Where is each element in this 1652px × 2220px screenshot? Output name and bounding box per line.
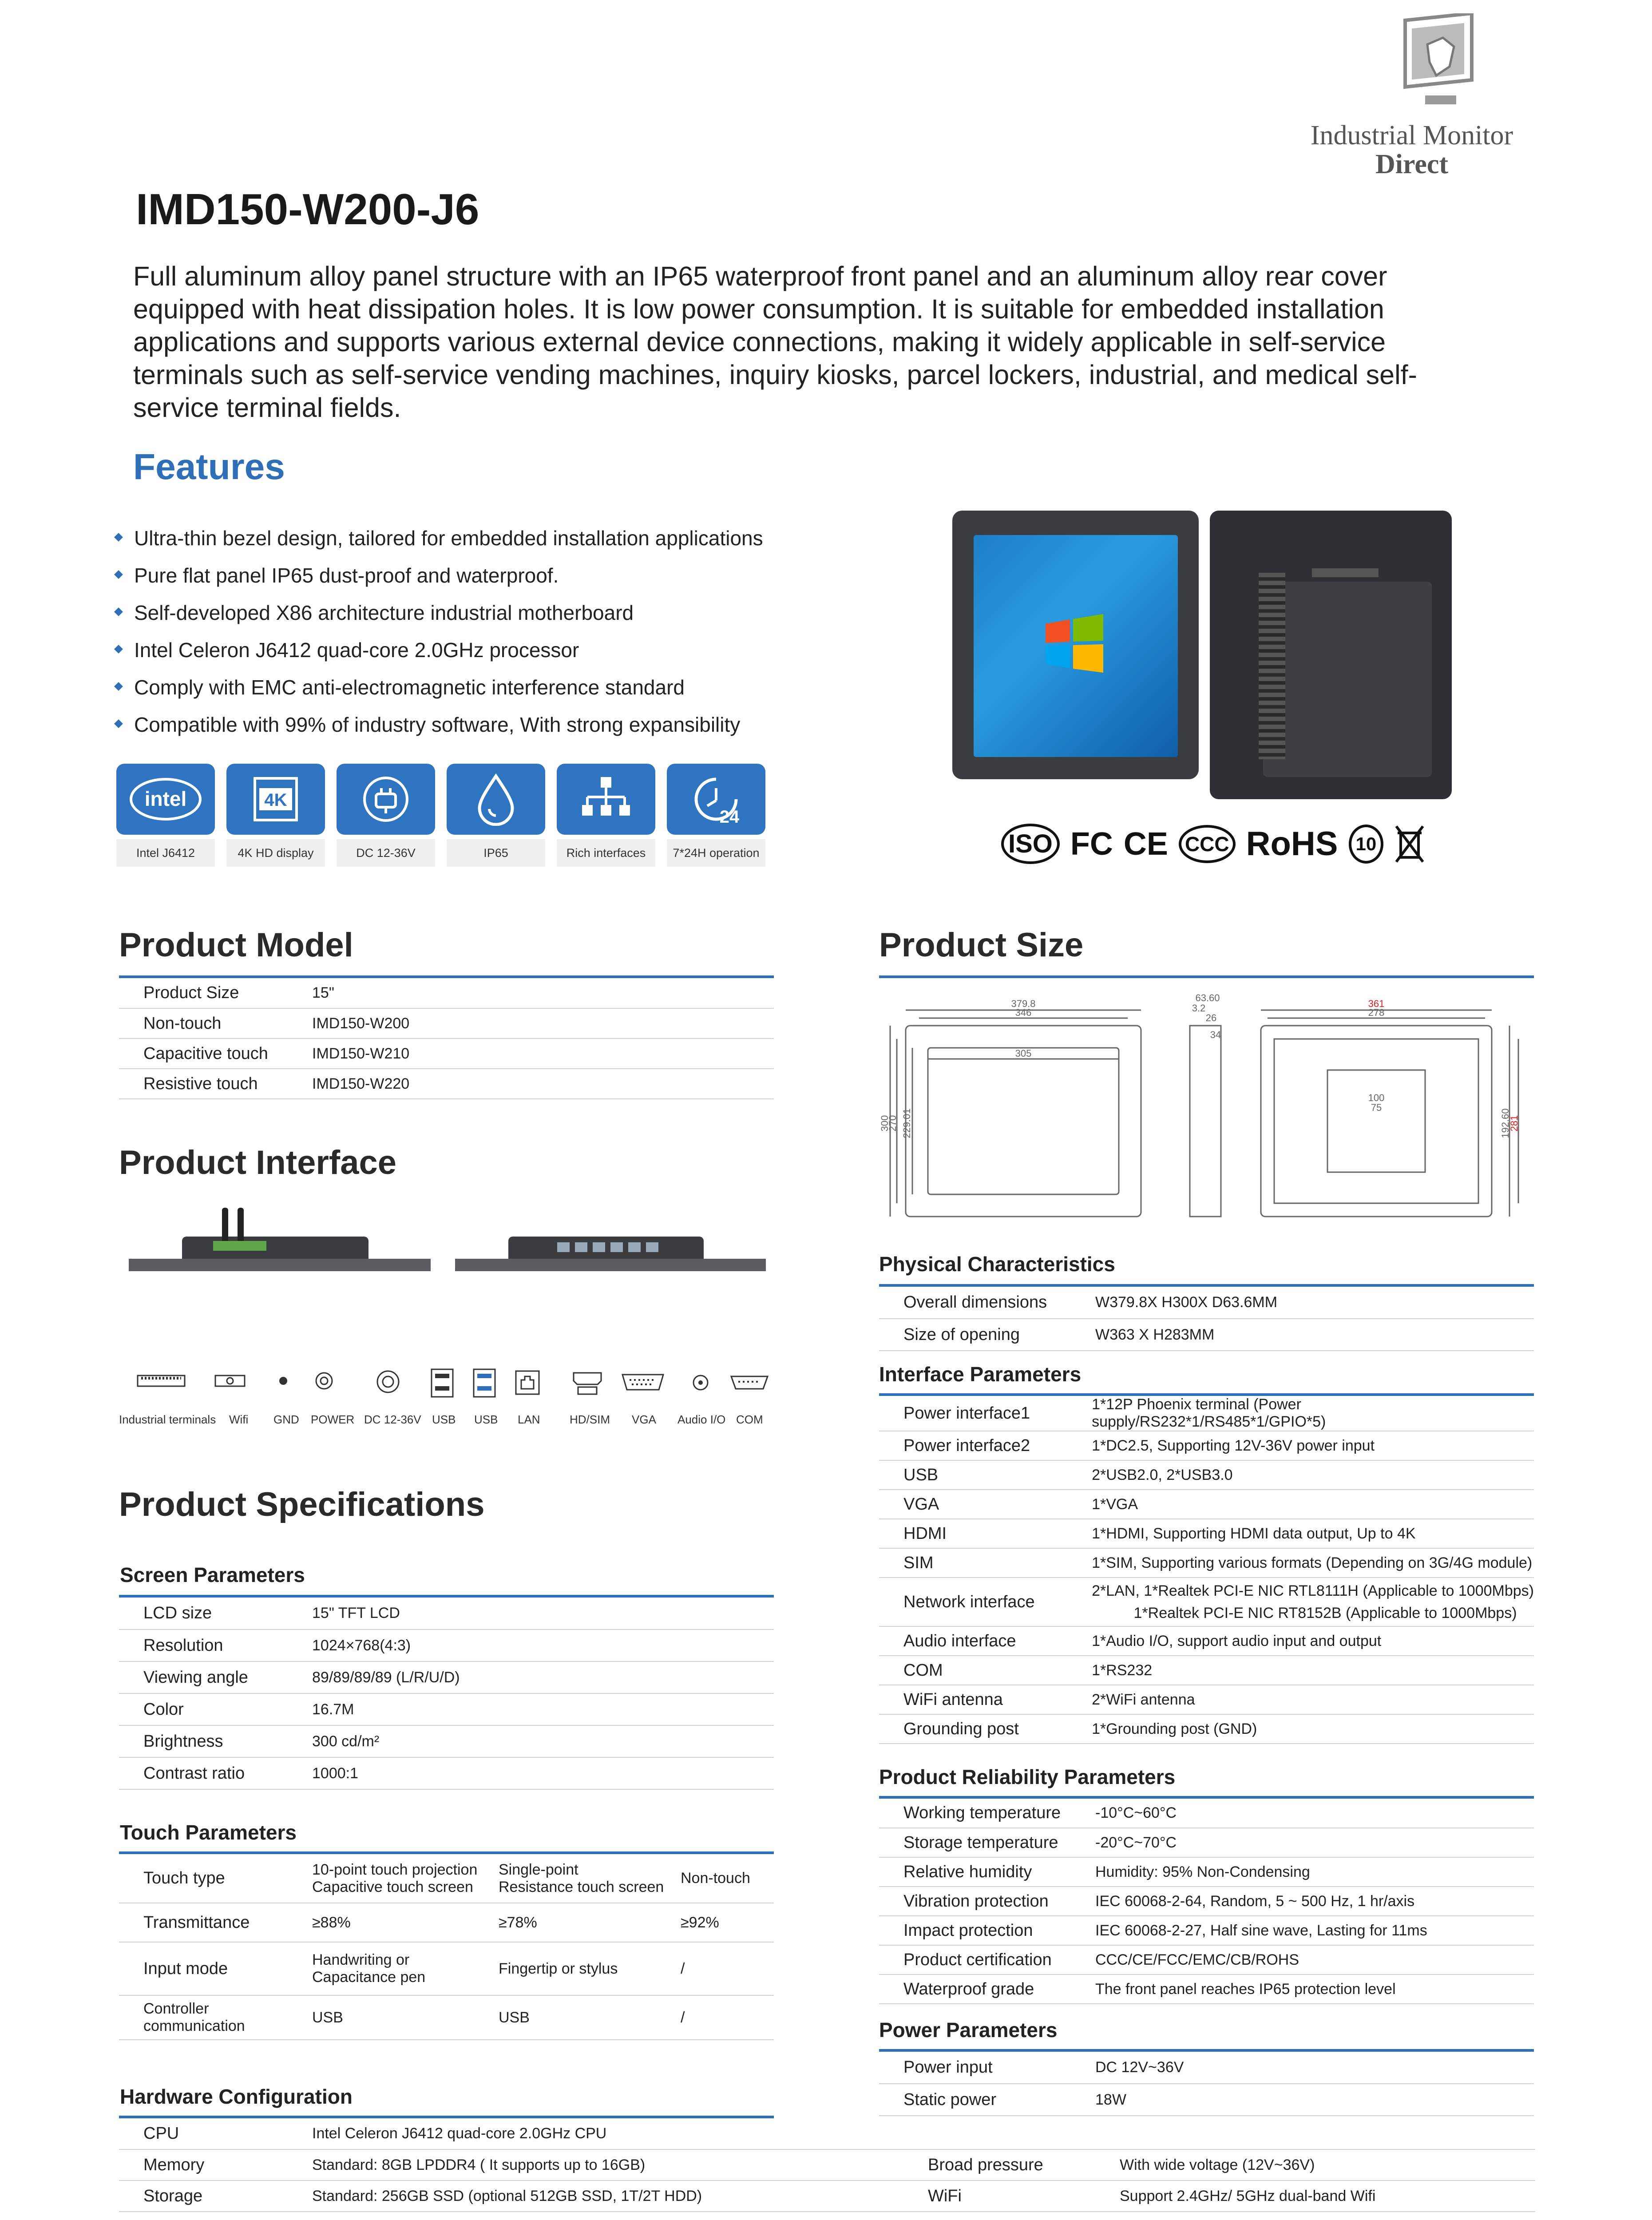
svg-text:34: 34 [1210, 1029, 1221, 1040]
table-row: Non-touch IMD150-W200 [119, 1008, 774, 1039]
feature-tile-ip65 [447, 764, 545, 870]
product-photo-front [952, 511, 1199, 779]
bullet-icon [114, 570, 123, 579]
table-row: Relative humidity Humidity: 95% Non-Condensing [879, 1857, 1534, 1887]
svg-text:192.60: 192.60 [1500, 1108, 1511, 1138]
table-row: Viewing angle 89/89/89/89 (L/R/U/D) [119, 1661, 774, 1693]
svg-text:300: 300 [879, 1115, 890, 1132]
screen-params-heading: Screen Parameters [120, 1563, 305, 1586]
table-row: Product Size 15" [119, 978, 774, 1008]
power-button-icon [314, 1371, 334, 1391]
table-row: Brightness 300 cd/m² [119, 1725, 774, 1757]
list-item: Pure flat panel IP65 dust-proof and waterproof. [115, 557, 763, 594]
svg-text:4K: 4K [264, 790, 287, 810]
table-row: HDMI 1*HDMI, Supporting HDMI data output, Up to 4K [879, 1519, 1534, 1548]
divider [879, 975, 1534, 978]
dimension-drawing [879, 990, 1534, 1239]
intel-logo-icon [128, 775, 203, 824]
4k-icon [251, 775, 300, 824]
weee-bin-icon [1394, 824, 1425, 864]
feature-tile-dc [337, 764, 435, 870]
hdmi-sim-icon [572, 1369, 603, 1396]
gnd-post-icon [275, 1373, 291, 1389]
vga-port-icon [621, 1372, 665, 1392]
bullet-icon [114, 533, 123, 542]
table-row: Impact protection IEC 60068-2-27, Half sine wave, Lasting for 11ms [879, 1916, 1534, 1945]
table-row: Power interface2 1*DC2.5, Supporting 12V-36V power input [879, 1431, 1534, 1460]
product-model-table [119, 978, 774, 1099]
table-row: Color 16.7M [119, 1693, 774, 1725]
power-params-heading: Power Parameters [879, 2018, 1058, 2042]
features-list [115, 519, 763, 743]
physical-heading: Physical Characteristics [879, 1253, 1115, 1276]
svg-text:305: 305 [1015, 1048, 1032, 1059]
port-label: COM [736, 1413, 763, 1426]
table-row: Size of opening W363 X H283MM [879, 1319, 1534, 1351]
table-row: LCD size 15" TFT LCD [119, 1598, 774, 1629]
feature-tile-4k [226, 764, 325, 870]
table-row: Waterproof grade The front panel reaches IP65 protection level [879, 1974, 1534, 2004]
svg-text:281: 281 [1509, 1115, 1520, 1132]
interface-port-icons [119, 1368, 785, 1430]
table-row: Vibration protection IEC 60068-2-64, Random, 5 ~ 500 Hz, 1 hr/axis [879, 1887, 1534, 1916]
svg-text:24: 24 [719, 807, 740, 827]
svg-text:270: 270 [887, 1115, 898, 1132]
table-row: Transmittance ≥88% ≥78% ≥92% [119, 1903, 774, 1942]
list-item: Ultra-thin bezel design, tailored for embedded installation applications [115, 519, 763, 557]
svg-text:346: 346 [1015, 1007, 1032, 1018]
feature-tile-intel [116, 764, 215, 870]
port-label: LAN [518, 1413, 540, 1426]
product-specs-heading: Product Specifications [119, 1486, 485, 1523]
table-row: Storage temperature -20°C~70°C [879, 1828, 1534, 1857]
feature-icon-row [116, 764, 765, 870]
brand-logo [1288, 13, 1536, 182]
screen-params-table [119, 1598, 774, 1790]
interface-photo-left [129, 1234, 431, 1272]
port-label: DC 12-36V [364, 1413, 421, 1426]
product-model-heading: Product Model [119, 926, 353, 964]
dc-jack-icon [376, 1369, 400, 1394]
table-row: Input mode Handwriting or Capacitance pen Fingertip or stylus / [119, 1942, 774, 1995]
table-row: Memory Standard: 8GB LPDDR4 ( It supports up to 16GB) Broad pressure With wide voltage (12V~36V) [119, 2149, 1535, 2180]
table-row [119, 2212, 1535, 2220]
svg-text:75: 75 [1371, 1102, 1382, 1113]
product-size-heading: Product Size [879, 926, 1084, 964]
fcc-icon: FC [1070, 826, 1113, 862]
brand-line2: Direct [1375, 149, 1449, 179]
brand-line1: Industrial Monitor [1310, 120, 1513, 151]
terminal-block-icon [137, 1372, 186, 1390]
list-item: Intel Celeron J6412 quad-core 2.0GHz processor [115, 631, 763, 669]
table-row: Static power 18W [879, 2084, 1534, 2116]
com-port-icon [729, 1374, 769, 1391]
page-title: IMD150-W200-J6 [136, 185, 479, 234]
monitor-shield-icon [1387, 13, 1476, 115]
svg-text:26: 26 [1205, 1012, 1217, 1023]
port-label: Audio I/O [677, 1413, 726, 1426]
usb3-port-icon [472, 1368, 497, 1399]
list-item: Self-developed X86 architecture industrial motherboard [115, 594, 763, 631]
list-item: Comply with EMC anti-electromagnetic interference standard [115, 669, 763, 706]
ccc-icon: CCC [1179, 825, 1236, 863]
feature-tile-label: Intel J6412 [116, 839, 215, 867]
iso-icon: ISO [1001, 824, 1060, 864]
efup-10-icon: 10 [1349, 825, 1384, 864]
table-row: Power input DC 12V~36V [879, 2052, 1534, 2084]
list-item: Compatible with 99% of industry software, With strong expansibility [115, 706, 763, 743]
table-row: VGA 1*VGA [879, 1490, 1534, 1519]
usb-port-icon [430, 1368, 455, 1399]
table-row: WiFi antenna 2*WiFi antenna [879, 1685, 1534, 1714]
svg-text:100: 100 [1368, 1092, 1385, 1103]
table-row: Touch type 10-point touch projection Capacitive touch screen Single-point Resistance touch screen Non-touch [119, 1854, 774, 1903]
port-label: Industrial terminals [119, 1413, 216, 1426]
clock-24-icon [687, 770, 745, 828]
power-params-table [879, 2052, 1534, 2116]
lan-port-icon [514, 1369, 541, 1396]
interface-params-table [879, 1396, 1534, 1744]
svg-text:361: 361 [1368, 998, 1385, 1009]
certification-marks [1001, 824, 1425, 864]
svg-text:278: 278 [1368, 1007, 1385, 1018]
table-row: Resistive touch IMD150-W220 [119, 1069, 774, 1099]
water-drop-icon [471, 773, 520, 826]
feature-tile-label: Rich interfaces [557, 839, 655, 867]
feature-tile-interfaces [557, 764, 655, 870]
table-row: Power interface1 1*12P Phoenix terminal (Power supply/RS232*1/RS485*1/GPIO*5) [879, 1396, 1534, 1431]
hardware-config-heading: Hardware Configuration [120, 2085, 353, 2108]
table-row: Controller communication USB USB / [119, 1995, 774, 2040]
bullet-icon [114, 682, 123, 691]
bullet-icon [114, 607, 123, 616]
interface-photo-right [455, 1234, 766, 1272]
audio-jack-icon [692, 1374, 709, 1391]
svg-text:379.8: 379.8 [1011, 998, 1036, 1009]
table-row: Product certification CCC/CE/FCC/EMC/CB/ROHS [879, 1945, 1534, 1974]
table-row: Overall dimensions W379.8X H300X D63.6MM [879, 1287, 1534, 1319]
table-row: Storage Standard: 256GB SSD (optional 512GB SSD, 1T/2T HDD) WiFi Support 2.4GHz/ 5GHz dual-band Wifi [119, 2180, 1535, 2212]
table-row: Contrast ratio 1000:1 [119, 1757, 774, 1789]
table-row: Grounding post 1*Grounding post (GND) [879, 1714, 1534, 1744]
reliability-heading: Product Reliability Parameters [879, 1765, 1176, 1788]
feature-tile-label: IP65 [447, 839, 545, 867]
table-row: Audio interface 1*Audio I/O, support audio input and output [879, 1626, 1534, 1656]
feature-tile-label: 4K HD display [226, 839, 325, 867]
svg-text:3.2: 3.2 [1192, 1003, 1206, 1014]
wifi-antenna-icon [214, 1373, 246, 1389]
table-row: COM 1*RS232 [879, 1656, 1534, 1685]
bullet-icon [114, 645, 123, 654]
touch-params-table [119, 1854, 774, 2040]
feature-tile-label: DC 12-36V [337, 839, 435, 867]
table-row: USB 2*USB2.0, 2*USB3.0 [879, 1460, 1534, 1490]
ce-icon: CE [1123, 826, 1168, 862]
svg-text:63.60: 63.60 [1195, 992, 1220, 1003]
port-label: USB [474, 1413, 498, 1426]
network-tree-icon [579, 775, 633, 824]
port-label: USB [432, 1413, 456, 1426]
table-row: Capacitive touch IMD150-W210 [119, 1039, 774, 1069]
svg-text:229.01: 229.01 [901, 1108, 912, 1138]
svg-text:intel: intel [144, 787, 187, 810]
power-plug-icon [359, 773, 412, 826]
rohs-icon: RoHS [1246, 825, 1338, 863]
port-label: Wifi [229, 1413, 249, 1426]
intro-paragraph: Full aluminum alloy panel structure with an IP65 waterproof front panel and an aluminum alloy rear cover equipped with heat dissipation holes. It is low power consumption. It is suitable for embedded installation applications and supports various external device connections, making it widely applicable in self-service terminals such as self-service vending machines, inquiry kiosks, parcel lockers, industrial, and medical self-service terminal fields. [133, 261, 1417, 423]
product-photo-back [1210, 511, 1452, 799]
feature-tile-label: 7*24H operation [667, 839, 765, 867]
port-label: POWER [311, 1413, 355, 1426]
windows-logo-icon [1041, 613, 1108, 675]
product-interface-heading: Product Interface [119, 1144, 397, 1181]
hardware-config-table [119, 2118, 1535, 2220]
reliability-table [879, 1799, 1534, 2004]
interface-params-heading: Interface Parameters [879, 1363, 1082, 1386]
physical-table [879, 1287, 1534, 1351]
port-label: HD/SIM [570, 1413, 610, 1426]
touch-params-heading: Touch Parameters [120, 1821, 297, 1844]
bullet-icon [114, 719, 123, 728]
table-row: Network interface 2*LAN, 1*Realtek PCI-E NIC RTL8111H (Applicable to 1000Mbps) 1*Realtek PCI-E NIC RT8152B (Applicable to 1000Mbps) [879, 1578, 1534, 1626]
port-label: GND [273, 1413, 299, 1426]
feature-tile-24h [667, 764, 765, 870]
port-label: VGA [632, 1413, 656, 1426]
table-row: CPU Intel Celeron J6412 quad-core 2.0GHz CPU [119, 2118, 1535, 2149]
features-heading: Features [133, 447, 285, 487]
table-row: Resolution 1024×768(4:3) [119, 1629, 774, 1661]
table-row: Working temperature -10°C~60°C [879, 1799, 1534, 1828]
table-row: SIM 1*SIM, Supporting various formats (Depending on 3G/4G module) [879, 1548, 1534, 1578]
